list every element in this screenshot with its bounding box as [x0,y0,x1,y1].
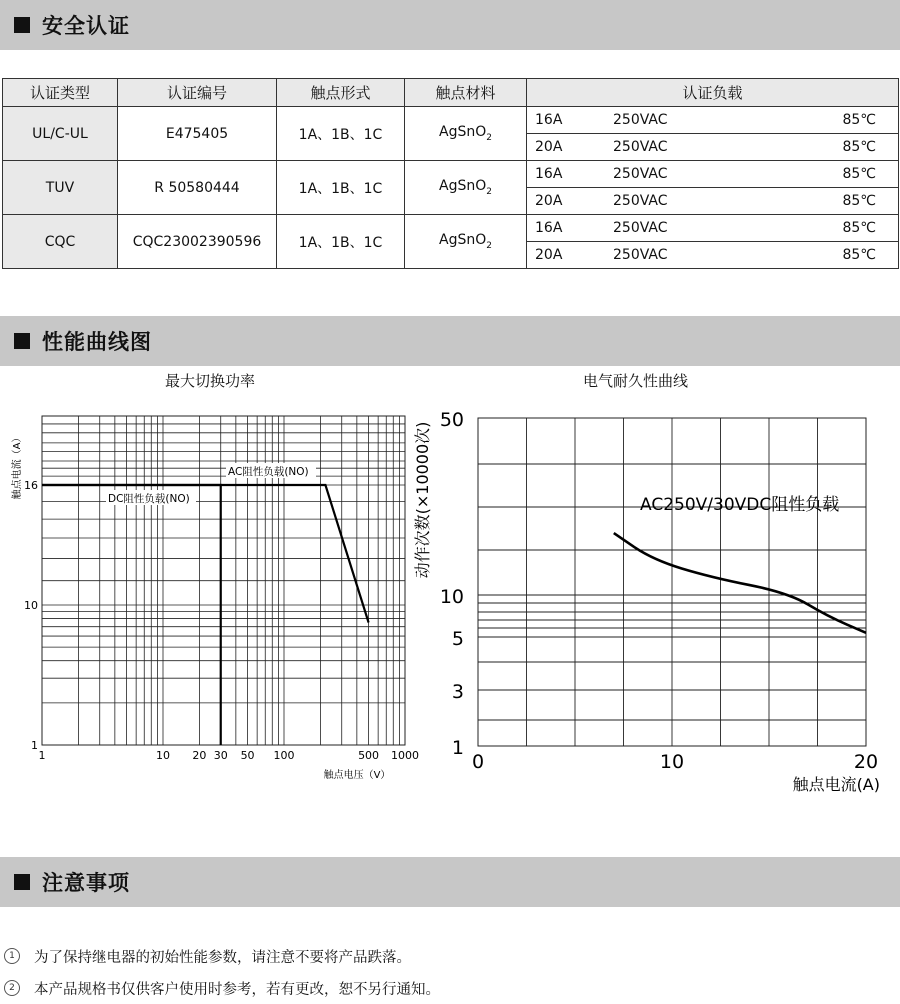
x-tick-label: 20 [853,751,879,773]
y-tick-label: 10 [24,599,38,612]
x-tick-label: 30 [213,749,228,762]
y-tick-label: 1 [31,739,38,752]
section-header-notes [0,857,900,907]
table-row [3,107,899,161]
certification-table [2,78,899,269]
load-line: 20A 250VAC 85℃ [535,193,876,209]
series-label-dc: DC阻性负载(NO) [108,493,190,505]
endurance-chart [400,400,895,800]
circled-number: 2 [4,980,20,996]
x-axis-label: 触点电流(A) [792,775,880,794]
notes-list [4,940,894,1004]
load-line: 20A 250VAC 85℃ [535,139,876,155]
y-tick-label: 5 [451,628,464,650]
list-item [4,940,894,972]
section-title: 注意事项 [42,871,130,895]
cert-number: E475405 [118,107,277,161]
table-header: 认证编号 [118,79,277,107]
y-tick-label: 50 [439,409,464,431]
series-line [42,485,221,745]
section-header-certification [0,0,900,50]
section-title: 性能曲线图 [42,330,152,354]
load-line: 16A 250VAC 85℃ [527,215,898,242]
cert-type: UL/C-UL [3,107,118,161]
y-tick-label: 1 [451,737,464,759]
table-header-row [3,79,899,107]
load-line: 16A 250VAC 85℃ [527,107,898,134]
cert-load [527,161,899,215]
x-axis-label: 触点电压（V） [323,770,391,781]
contact-material: AgSnO$_2$ [405,161,527,215]
table-header: 认证类型 [3,79,118,107]
table-row [3,161,899,215]
x-tick-label: 10 [156,749,170,762]
chart-title-switching-power: 最大切换功率 [165,372,256,390]
note-text: 为了保持继电器的初始性能参数，请注意不要将产品跌落。 [34,949,411,966]
cert-type: TUV [3,161,118,215]
y-tick-label: 16 [24,479,38,492]
contact-form: 1A、1B、1C [277,215,405,269]
x-tick-label: 1 [38,749,46,762]
load-line: 16A 250VAC 85℃ [527,161,898,188]
table-header: 认证负载 [527,79,899,107]
note-text: 本产品规格书仅供客户使用时参考，若有更改，恕不另行通知。 [34,981,440,998]
list-item [4,972,894,1004]
y-tick-label: 10 [439,586,464,608]
cert-load [527,215,899,269]
x-tick-label: 20 [192,749,207,762]
cert-load [527,107,899,161]
square-bullet-icon [14,333,30,349]
load-line: 20A 250VAC 85℃ [535,247,876,263]
x-tick-label: 10 [659,751,685,773]
contact-form: 1A、1B、1C [277,161,405,215]
square-bullet-icon [14,17,30,33]
section-title: 安全认证 [42,14,130,38]
square-bullet-icon [14,874,30,890]
contact-material: AgSnO$_2$ [405,107,527,161]
x-tick-label: 100 [273,749,295,762]
contact-material: AgSnO$_2$ [405,215,527,269]
x-tick-label: 500 [358,749,380,762]
x-tick-label: 0 [471,751,485,773]
chart-title-endurance: 电气耐久性曲线 [583,372,689,390]
table-header: 触点材料 [405,79,527,107]
y-tick-label: 3 [451,681,464,703]
x-tick-label: 1000 [391,749,419,762]
y-axis-label: 动作次数(×10000次) [413,421,432,579]
contact-form: 1A、1B、1C [277,107,405,161]
cert-number: CQC23002390596 [118,215,277,269]
cert-type: CQC [3,215,118,269]
series-label-ac: AC阻性负载(NO) [228,466,309,478]
series-line [42,485,369,622]
switching-power-chart [0,400,430,790]
series-line [614,533,866,633]
section-header-curves [0,316,900,366]
y-axis-label: 触点电流（A） [12,432,23,500]
x-tick-label: 50 [240,749,255,762]
circled-number: 1 [4,948,20,964]
cert-number: R 50580444 [118,161,277,215]
series-label: AC250V/30VDC阻性负载 [640,495,840,515]
table-header: 触点形式 [277,79,405,107]
table-row [3,215,899,269]
